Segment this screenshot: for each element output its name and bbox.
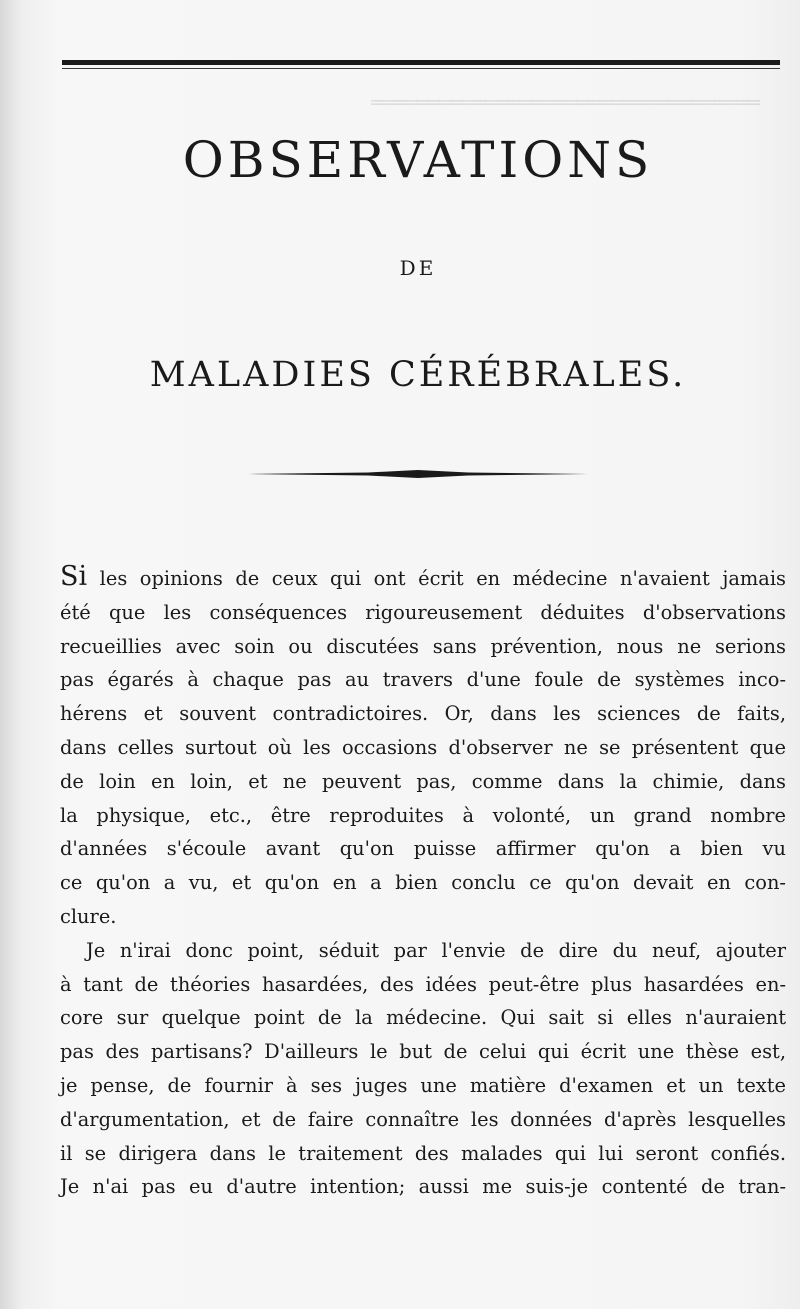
text-line: d'années s'écoule avant qu'on puisse affirmer qu'on a bien vu: [60, 837, 786, 861]
text-line: à tant de théories hasardées, des idées peut-être plus hasardées en-: [60, 972, 786, 996]
text-line: Je n'irai donc point, séduit par l'envie de dire du neuf, ajouter: [86, 938, 786, 962]
paragraph-1: [60, 562, 786, 934]
text-line: d'argumentation, et de faire connaître les données d'après lesquelles: [60, 1107, 786, 1131]
text-line: clure.: [60, 904, 117, 928]
text-line: pas des partisans? D'ailleurs le but de celui qui écrit une thèse est,: [60, 1040, 786, 1064]
text-line: recueillies avec soin ou discutées sans prévention, nous ne serions: [60, 634, 786, 658]
text-line: ce qu'on a vu, et qu'on en a bien conclu ce qu'on devait en con-: [60, 871, 786, 895]
header-rule-thick: [62, 60, 780, 65]
text-line: hérens et souvent contradictoires. Or, dans les sciences de faits,: [60, 702, 786, 726]
show-through-texture: ══════════════════════════════════: [371, 92, 760, 114]
page-subtitle: MALADIES CÉRÉBRALES.: [149, 355, 687, 395]
page-title: OBSERVATIONS: [182, 131, 654, 189]
text-line: core sur quelque point de la médecine. Qui sait si elles n'auraient: [60, 1006, 786, 1030]
ornamental-divider: [248, 468, 588, 480]
text-line: je pense, de fournir à ses juges une matière d'examen et un texte: [60, 1073, 786, 1097]
paragraph-2: [60, 934, 786, 1204]
text-line: de loin en loin, et ne peuvent pas, comme dans la chimie, dans: [60, 769, 786, 793]
text-line: [60, 562, 786, 596]
header-rule-thin: [62, 68, 780, 69]
text-line: pas égarés à chaque pas au travers d'une foule de systèmes inco-: [60, 668, 786, 692]
text-line: été que les conséquences rigoureusement déduites d'observations: [60, 600, 786, 624]
drop-cap: Si: [60, 561, 88, 592]
text-line: Je n'ai pas eu d'autre intention; aussi me suis-je contenté de tran-: [60, 1175, 786, 1199]
text-line: dans celles surtout où les occasions d'observer ne se présentent que: [60, 735, 786, 759]
text-line-rest: les opinions de ceux qui ont écrit en médecine n'avaient jamais: [87, 567, 786, 590]
body-text: [60, 562, 786, 1204]
text-line: il se dirigera dans le traitement des malades qui lui seront confiés.: [60, 1141, 786, 1165]
text-line: la physique, etc., être reproduites à volonté, un grand nombre: [60, 803, 786, 827]
title-connector: DE: [399, 256, 437, 280]
